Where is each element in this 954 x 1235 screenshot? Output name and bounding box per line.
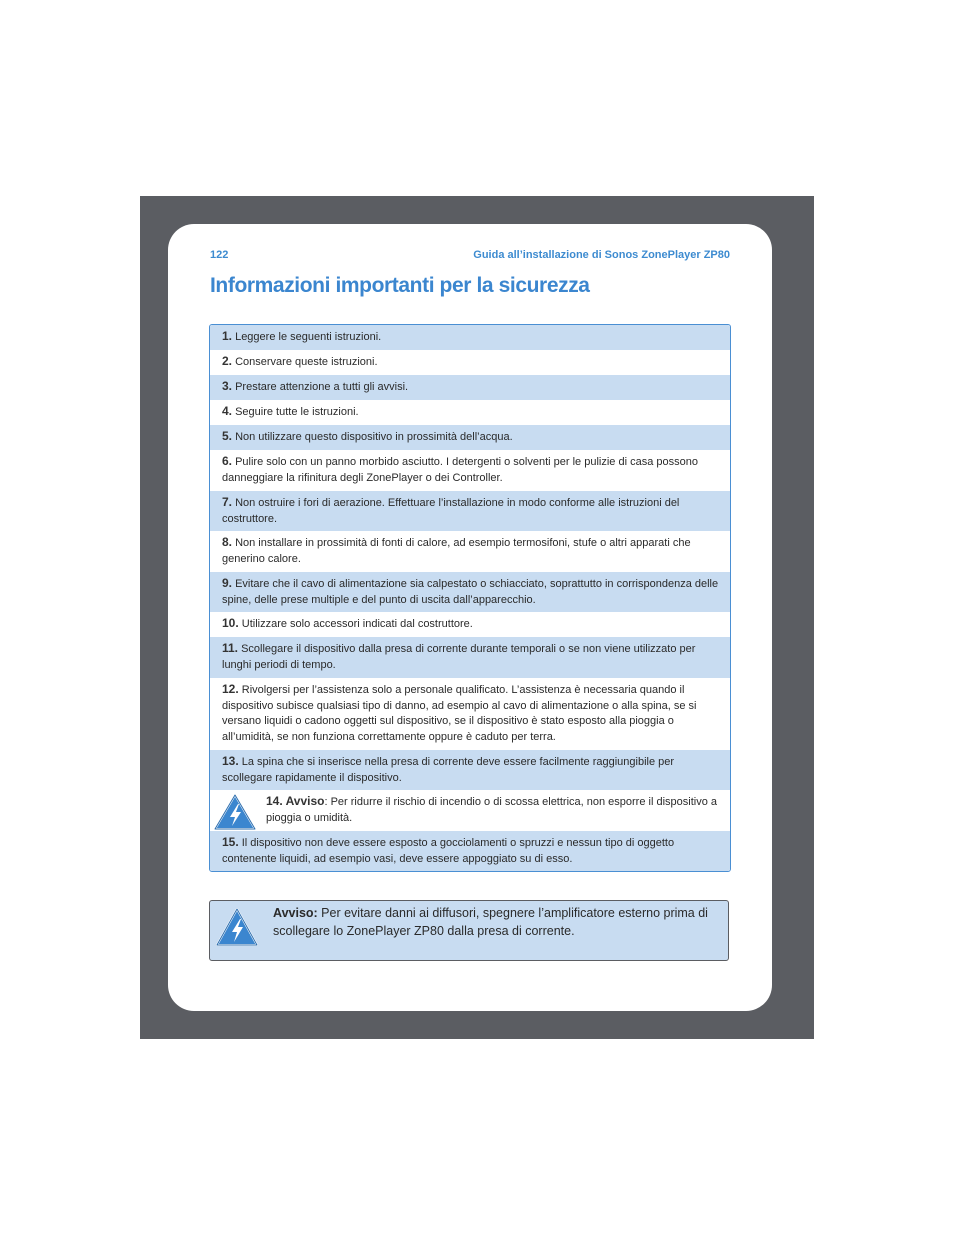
- instruction-text: Scollegare il dispositivo dalla presa di corrente durante temporali o se non viene utilizzato per lunghi periodi di tempo.: [222, 643, 696, 671]
- instruction-number: 14. Avviso: [266, 794, 325, 808]
- instruction-text: La spina che si inserisce nella presa di corrente deve essere facilmente raggiungibile per scollegare rapidamente il dispositivo.: [222, 756, 675, 784]
- instruction-text: Pulire solo con un panno morbido asciutto. I detergenti o solventi per le pulizie di casa possono danneggiare la rifinitura degli ZonePlayer o dei Controller.: [222, 456, 698, 484]
- instruction-number: 4.: [222, 404, 233, 418]
- instruction-row: [210, 325, 730, 350]
- instruction-number: 3.: [222, 379, 233, 393]
- instruction-row: [210, 678, 730, 750]
- notice-box: [209, 900, 729, 961]
- instruction-text: Non ostruire i fori di aerazione. Effettuare l’installazione in modo conforme alle istruzioni del costruttore.: [222, 497, 680, 525]
- instruction-number: 1.: [222, 329, 233, 343]
- instruction-number: 6.: [222, 454, 233, 468]
- instruction-number: 15.: [222, 835, 239, 849]
- instruction-row: [210, 637, 730, 678]
- notice-text: [273, 905, 720, 940]
- instruction-text: : Per ridurre il rischio di incendio o di scossa elettrica, non esporre il dispositivo a pioggia o umidità.: [266, 796, 717, 824]
- instruction-row-warning: [210, 790, 730, 831]
- instruction-number: 9.: [222, 576, 233, 590]
- instruction-number: 13.: [222, 754, 239, 768]
- instruction-number: 2.: [222, 354, 233, 368]
- instruction-number: 8.: [222, 535, 233, 549]
- instruction-text: Prestare attenzione a tutti gli avvisi.: [232, 381, 409, 393]
- instruction-number: 10.: [222, 616, 239, 630]
- instruction-row: [210, 400, 730, 425]
- instruction-text: Conservare queste istruzioni.: [232, 356, 378, 368]
- instruction-row: [210, 831, 730, 871]
- instruction-text: Utilizzare solo accessori indicati dal costruttore.: [238, 618, 473, 630]
- electrical-warning-icon: [215, 907, 259, 947]
- instruction-number: 11.: [222, 641, 239, 655]
- instruction-row: [210, 572, 730, 612]
- instruction-text: Rivolgersi per l’assistenza solo a personale qualificato. L’assistenza è necessaria quando il dispositivo subisce qualsiasi tipo di danno, ad esempio al cavo di alimentazione o alla spina, se si versano liquidi o cadono oggetti sul dispositivo, se il dispositivo è stato esposto alla pioggia o all’umidità, se non funziona correttamente oppure è caduto per terra.: [222, 684, 697, 743]
- instruction-text: Leggere le seguenti istruzioni.: [232, 331, 382, 343]
- safety-instructions-table: [209, 324, 731, 872]
- page-title: Informazioni importanti per la sicurezza: [210, 274, 590, 297]
- instruction-row: [210, 425, 730, 450]
- instruction-row: [210, 350, 730, 375]
- instruction-row: [210, 375, 730, 400]
- instruction-row: [210, 612, 730, 637]
- instruction-text: Seguire tutte le istruzioni.: [232, 406, 359, 418]
- instruction-text: Il dispositivo non deve essere esposto a gocciolamenti o spruzzi e nessun tipo di oggetto contenente liquidi, ad esempio vasi, deve essere appoggiato su di esso.: [222, 837, 675, 865]
- instruction-row: [210, 450, 730, 491]
- instruction-number: 7.: [222, 495, 233, 509]
- instruction-row: [210, 750, 730, 790]
- instruction-row: [210, 491, 730, 531]
- electrical-warning-icon: [213, 793, 257, 831]
- instruction-row: [210, 531, 730, 572]
- instruction-number: 12.: [222, 682, 239, 696]
- instruction-number: 5.: [222, 429, 233, 443]
- instruction-text: Evitare che il cavo di alimentazione sia calpestato o schiacciato, soprattutto in corrispondenza delle spine, delle prese multiple e del punto di uscita dall’apparecchio.: [222, 578, 719, 606]
- notice-body: Per evitare danni ai diffusori, spegnere l’amplificatore esterno prima di scollegare lo ZonePlayer ZP80 dalla presa di corrente.: [273, 906, 708, 938]
- page-number: 122: [210, 249, 229, 261]
- instruction-text: Non utilizzare questo dispositivo in prossimità dell’acqua.: [232, 431, 513, 443]
- running-header: Guida all’installazione di Sonos ZonePlayer ZP80: [473, 249, 730, 261]
- notice-label: Avviso:: [273, 906, 318, 920]
- instruction-text: Non installare in prossimità di fonti di calore, ad esempio termosifoni, stufe o altri apparati che generino calore.: [222, 537, 691, 565]
